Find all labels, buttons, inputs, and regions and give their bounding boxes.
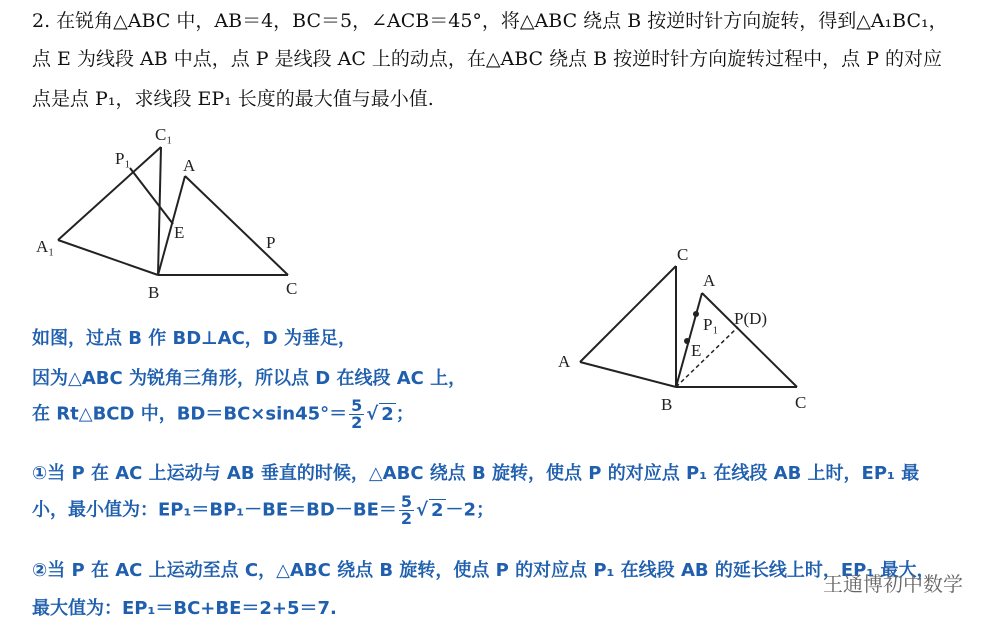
figure-1-diagram <box>30 118 320 308</box>
sqrt-icon: √ <box>416 499 429 521</box>
fraction-5-2-a: $\frac{5}{2}$ <box>351 396 363 432</box>
label2-b: B <box>661 395 673 414</box>
solution-line-4: ①当 P 在 AC 上运动与 AB 垂直的时候，△ABC 绕点 B 旋转，使点 P 的对应点 P₁ 在线段 AB 上时，EP₁ 最 <box>32 463 920 484</box>
segment-a1-c1 <box>58 147 161 240</box>
label-b: B <box>148 283 160 302</box>
label-p: P <box>266 233 276 252</box>
solution-line-5 <box>32 494 494 527</box>
label-a1: A₁ <box>36 237 55 256</box>
figure-2-diagram <box>550 238 830 418</box>
label2-pd: P(D) <box>734 309 768 328</box>
label-c1: C₁ <box>155 125 173 144</box>
problem-line-3: 点是点 P₁，求线段 EP₁ 长度的最大值与最小值. <box>32 88 434 110</box>
label2-p1: P₁ <box>703 315 719 334</box>
solution-line-2: 因为△ABC 为锐角三角形，所以点 D 在线段 AC 上， <box>32 368 467 389</box>
solution-line-3-text: 在 Rt△BCD 中，BD＝BC×sin45°＝ <box>32 403 348 425</box>
solution-line-5-end: －2； <box>445 499 495 521</box>
label2-e: E <box>691 341 702 360</box>
segment-a-c <box>185 176 288 275</box>
solution-line-6: ②当 P 在 AC 上运动至点 C，△ABC 绕点 B 旋转，使点 P 的对应点 P₁ 在线段 AB 的延长线上时，EP₁ 最大， <box>32 560 935 581</box>
label-a: A <box>183 156 196 175</box>
label-e: E <box>174 223 185 242</box>
sqrt-radicand-a: 2 <box>381 403 394 425</box>
sqrt-icon: √ <box>366 403 379 425</box>
segment-a-c <box>702 293 797 387</box>
solution-line-5-text: 小，最小值为：EP₁＝BP₁－BE＝BD－BE＝ <box>32 499 397 521</box>
segment-c1-b <box>158 147 161 275</box>
solution-line-3 <box>32 398 414 431</box>
solution-line-7: 最大值为：EP₁＝BC+BE＝2+5＝7. <box>32 598 337 619</box>
label2-a-top: A <box>703 271 716 290</box>
segment-a1-b <box>58 240 158 275</box>
label-p1: P₁ <box>115 149 131 168</box>
problem-line-1: 2. 在锐角△ABC 中，AB＝4，BC＝5，∠ACB＝45°，将△ABC 绕点 B 按逆时针方向旋转，得到△A₁BC₁， <box>32 10 948 32</box>
segment-a-b-rotated <box>580 362 676 387</box>
segment-p1-e <box>130 168 173 224</box>
label2-c: C <box>795 393 807 412</box>
problem-line-2: 点 E 为线段 AB 中点，点 P 是线段 AC 上的动点，在△ABC 绕点 B 按逆时针方向旋转过程中，点 P 的对应 <box>32 48 943 70</box>
segment-a-c-rotated <box>580 266 676 362</box>
label-c: C <box>286 279 298 298</box>
point-e <box>684 338 690 344</box>
point-p1 <box>693 311 699 317</box>
fraction-5-2-b: $\frac{5}{2}$ <box>400 492 412 528</box>
solution-line-3-end: ； <box>395 403 414 425</box>
watermark: 王通博初中数学 <box>823 572 963 596</box>
label2-c-top: C <box>677 245 689 264</box>
sqrt-radicand-b: 2 <box>431 499 444 521</box>
solution-line-1: 如图，过点 B 作 BD⊥AC，D 为垂足， <box>32 328 356 349</box>
label2-a-left: A <box>558 352 571 371</box>
